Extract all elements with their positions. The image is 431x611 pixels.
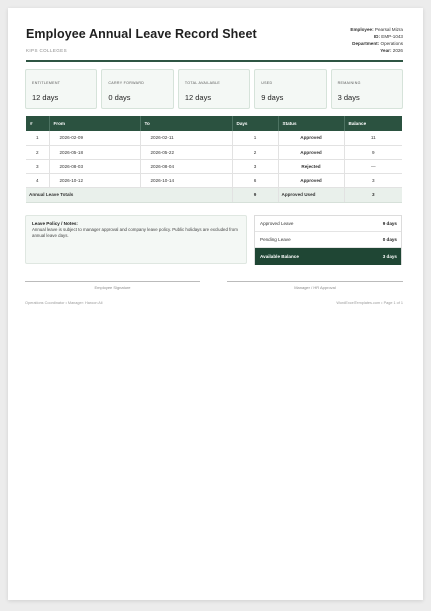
employee-line <box>350 26 403 33</box>
approved-leave-value: 9 days <box>382 221 397 226</box>
from-date: 2026-08-03 <box>49 159 140 173</box>
days-count: 1 <box>232 131 278 145</box>
column-header: From <box>49 116 140 131</box>
card-value: 0 days <box>108 93 131 102</box>
employee-signature-label: Employee Signature <box>94 285 131 290</box>
header-divider <box>26 60 403 62</box>
card-carry-forward <box>101 69 173 109</box>
year-label: Year: <box>380 48 392 53</box>
card-entitlement <box>25 69 97 109</box>
status-cell: Approved <box>278 131 344 145</box>
manager-signature-label: Manager / HR Approval <box>294 285 336 290</box>
document-page <box>8 8 423 600</box>
department-value: Operations <box>380 41 403 46</box>
available-balance-label: Available Balance <box>260 254 299 259</box>
card-value: 12 days <box>32 93 59 102</box>
balance-cell: 11 <box>344 131 402 145</box>
days-count: 2 <box>232 145 278 159</box>
card-used <box>254 69 326 109</box>
column-header: Balance <box>344 116 402 131</box>
from-date: 2026-10-12 <box>49 173 140 187</box>
totals-label: Annual Leave Totals <box>26 187 232 202</box>
id-line <box>350 33 403 40</box>
leave-table <box>26 116 402 203</box>
organization-name: KIPS COLLEGES <box>26 48 67 53</box>
row-number: 3 <box>26 159 49 173</box>
status-cell: Approved <box>278 173 344 187</box>
department-label: Department: <box>352 41 380 46</box>
from-date: 2026-02-09 <box>49 131 140 145</box>
balance-cell: 3 <box>344 173 402 187</box>
leave-summary <box>254 215 402 265</box>
footer-right: WordExcelTemplates.com • Page 1 of 1 <box>336 301 403 305</box>
table-row <box>26 173 402 187</box>
employee-meta <box>350 26 403 54</box>
year-line <box>350 47 403 54</box>
totals-status: Approved Used <box>278 187 344 202</box>
summary-cards <box>25 69 403 109</box>
column-header: Days <box>232 116 278 131</box>
card-label: ENTITLEMENT <box>32 81 61 85</box>
card-label: USED <box>261 81 273 85</box>
pending-leave-row <box>255 232 401 248</box>
to-date: 2026-02-11 <box>140 131 232 145</box>
to-date: 2026-08-04 <box>140 159 232 173</box>
from-date: 2026-05-18 <box>49 145 140 159</box>
employee-label: Employee: <box>350 27 374 32</box>
card-label: CARRY FORWARD <box>108 81 145 85</box>
table-row <box>26 159 402 173</box>
department-line <box>350 40 403 47</box>
row-number: 4 <box>26 173 49 187</box>
pending-leave-value: 0 days <box>382 237 397 242</box>
days-count: 3 <box>232 159 278 173</box>
page-title: Employee Annual Leave Record Sheet <box>26 27 257 41</box>
pending-leave-label: Pending Leave <box>260 237 291 242</box>
balance-cell: 9 <box>344 145 402 159</box>
approved-leave-label: Approved Leave <box>260 221 294 226</box>
balance-cell: — <box>344 159 402 173</box>
table-row <box>26 145 402 159</box>
policy-text: Annual leave is subject to manager approval and company leave policy. Public holidays are excluded from annual leave days. <box>32 227 238 238</box>
row-number: 1 <box>26 131 49 145</box>
available-balance-row <box>255 248 401 265</box>
id-value: EMP-1043 <box>381 34 403 39</box>
employee-value: Pearsal Mizra <box>374 27 403 32</box>
year-value: 2026 <box>392 48 403 53</box>
to-date: 2026-05-22 <box>140 145 232 159</box>
column-header: # <box>26 116 49 131</box>
days-count: 6 <box>232 173 278 187</box>
totals-balance: 3 <box>344 187 402 202</box>
employee-signature-line <box>25 281 200 282</box>
status-cell: Rejected <box>278 159 344 173</box>
available-balance-value: 3 days <box>382 254 397 259</box>
card-remaining <box>331 69 403 109</box>
card-label: REMAINING <box>337 81 361 85</box>
approved-leave-row <box>255 216 401 232</box>
footer-left: Operations Coordinator • Manager: Haroon Ali <box>25 301 103 305</box>
card-total-available <box>178 69 250 109</box>
totals-row <box>26 187 402 202</box>
id-label: ID: <box>373 34 380 39</box>
card-label: TOTAL AVAILABLE <box>184 81 221 85</box>
status-cell: Approved <box>278 145 344 159</box>
card-value: 12 days <box>184 93 212 102</box>
to-date: 2026-10-14 <box>140 173 232 187</box>
column-header: To <box>140 116 232 131</box>
manager-signature-line <box>227 281 403 282</box>
policy-title: Leave Policy / Notes: <box>32 221 78 226</box>
table-header-row <box>26 116 402 131</box>
table-row <box>26 131 402 145</box>
row-number: 2 <box>26 145 49 159</box>
card-value: 9 days <box>261 93 284 102</box>
totals-days: 9 <box>232 187 278 202</box>
column-header: Status <box>278 116 344 131</box>
card-value: 3 days <box>337 93 360 102</box>
policy-notes <box>25 215 247 264</box>
